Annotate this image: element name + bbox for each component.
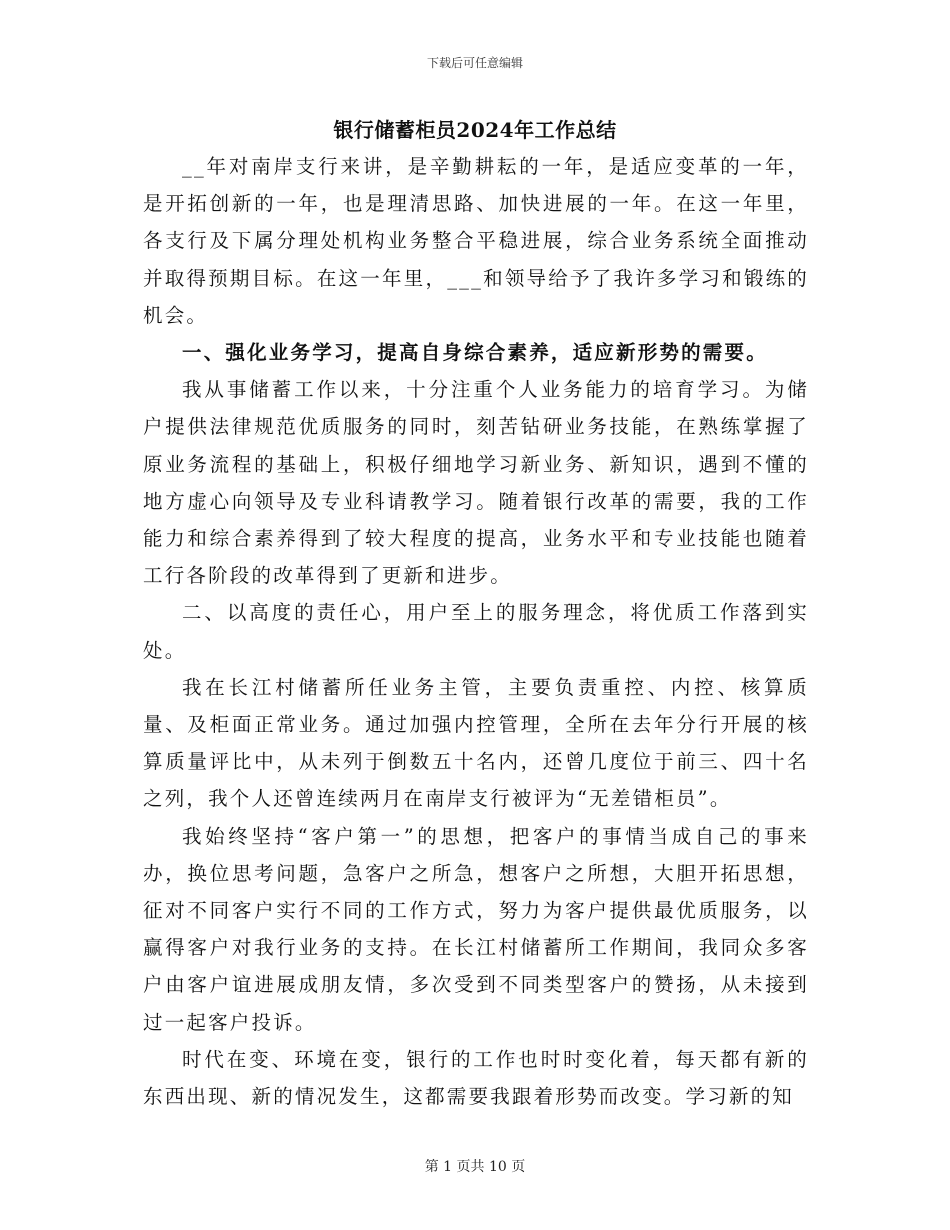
section-heading-2: 二、以高度的责任心，用户至上的服务理念，将优质工作落到实处。 xyxy=(143,601,809,662)
paragraph-supervisor: 我在长江村储蓄所任业务主管，主要负责重控、内控、核算质量、及柜面正常业务。通过加强内控管理，全所在去年分行开展的核算质量评比中，从未列于倒数五十名内，还曾几度位于前三、四十名之列，我个人还曾连续两月在南岸支行被评为“无差错柜员”。 xyxy=(143,675,809,811)
paragraph-customer-first: 我始终坚持“客户第一”的思想，把客户的事情当成自己的事来办，换位思考问题，急客户之所急，想客户之所想，大胆开拓思想，征对不同客户实行不同的工作方式，努力为客户提供最优质服务，以赢得客户对我行业务的支持。在长江村储蓄所工作期间，我同众多客户由客户谊进展成朋友情，多次受到不同类型客户的赞扬，从未接到过一起客户投诉。 xyxy=(143,824,809,1034)
section-heading-1: 一、强化业务学习，提高自身综合素养，适应新形势的需要。 xyxy=(182,341,768,365)
page-footer: 第 1 页共 10 页 xyxy=(424,1159,526,1175)
paragraph-study: 我从事储蓄工作以来，十分注重个人业务能力的培育学习。为储户提供法律规范优质服务的同时，刻苦钻研业务技能，在熟练掌握了原业务流程的基础上，积极仔细地学习新业务、新知识，遇到不懂的地方虚心向领导及专业科请教学习。随着银行改革的需要，我的工作能力和综合素养得到了较大程度的提高，业务水平和专业技能也随着工行各阶段的改革得到了更新和进步。 xyxy=(143,378,809,588)
document-title: 银行储蓄柜员2024年工作总结 xyxy=(333,118,617,142)
paragraph-intro: __年对南岸支行来讲，是辛勤耕耘的一年，是适应变革的一年，是开拓创新的一年，也是理清思路、加快进展的一年。在这一年里，各支行及下属分理处机构业务整合平稳进展，综合业务系统全面推动并取得预期目标。在这一年里，___和领导给予了我许多学习和锻练的机会。 xyxy=(143,155,809,327)
page-header: 下载后可任意编辑 xyxy=(426,56,523,70)
document-body xyxy=(143,148,809,1115)
paragraph-changing-times: 时代在变、环境在变，银行的工作也时时变化着，每天都有新的东西出现、新的情况发生，这都需要我跟着形势而改变。学习新的知 xyxy=(143,1047,809,1109)
